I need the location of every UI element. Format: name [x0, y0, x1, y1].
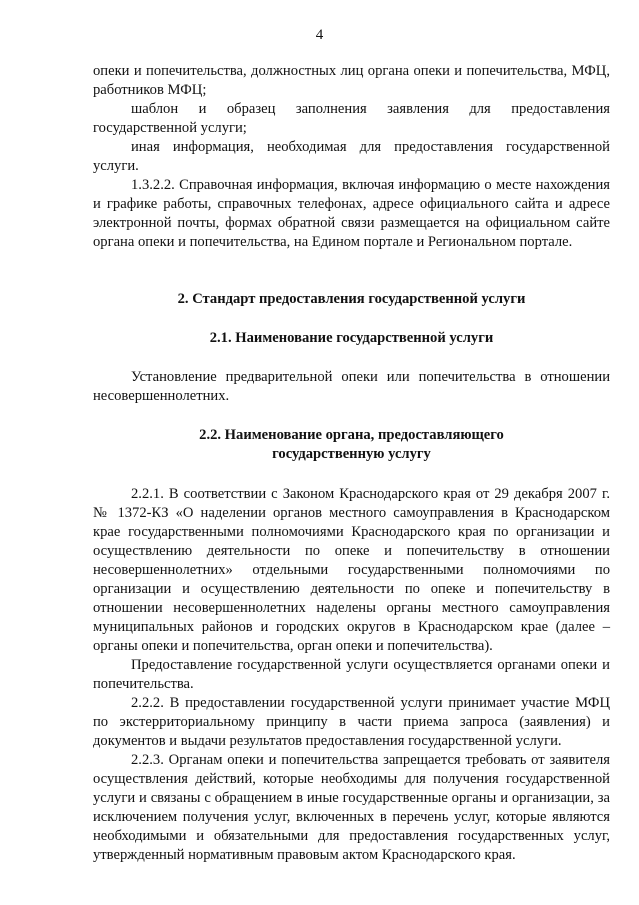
paragraph-2-2-1: 2.2.1. В соответствии с Законом Краснодарского края от 29 декабря 2007 г. № 1372-КЗ «О наделении органов местного самоуправления в Краснодарском крае государственными полномочиями Краснодарского края по организации и осуществлению деятельности по опеке и попечительству в отношении несовершеннолетних» отдельными государственными полномочиями по организации и осуществлению деятельности по опеке и попечительству в отношении несовершеннолетних наделены органы местного самоуправления муниципальных районов и городских округов в Краснодарском крае (далее – органы опеки и попечительства, орган опеки и попечительства).: [93, 486, 610, 654]
continuation-paragraph: опеки и попечительства, должностных лиц органа опеки и попечительства, МФЦ, работников МФЦ;: [93, 63, 610, 98]
provision-paragraph: Предоставление государственной услуги осуществляется органами опеки и попечительства.: [93, 657, 610, 692]
page-number: 4: [315, 27, 324, 43]
document-body: [93, 62, 610, 865]
section-2-heading: 2. Стандарт предоставления государственной услуги: [177, 291, 526, 307]
subsection-2-2-heading-line2: государственную услугу: [272, 446, 431, 462]
subsection-2-1-heading: 2.1. Наименование государственной услуги: [209, 330, 494, 346]
paragraph-2-2-2: 2.2.2. В предоставлении государственной услуги принимает участие МФЦ по экстерриториальному принципу в части приема запроса (заявления) и документов и выдачи результатов предоставления государственной услуги.: [93, 695, 610, 749]
subsection-2-2-heading: [93, 426, 610, 464]
other-info-paragraph: иная информация, необходимая для предоставления государственной услуги.: [93, 139, 610, 174]
paragraph-2-2-3: 2.2.3. Органам опеки и попечительства запрещается требовать от заявителя осуществления действий, которые необходимы для получения государственной услуги и связаны с обращением в иные государственные органы и организации, за исключением получения услуг, включенных в перечень услуг, которые являются необходимыми и обязательными для предоставления государственных услуг, утвержденный нормативным правовым актом Краснодарского края.: [93, 752, 610, 863]
subsection-2-2-heading-line1: 2.2. Наименование органа, предоставляющего: [199, 427, 504, 443]
reference-info-paragraph: 1.3.2.2. Справочная информация, включая информацию о месте нахождения и графике работы, справочных телефонах, адресе официального сайта и адресе электронной почты, формах обратной связи размещается на официальном сайте органа опеки и попечительства, на Едином портале и Региональном портале.: [93, 177, 610, 250]
template-paragraph: шаблон и образец заполнения заявления для предоставления государственной услуги;: [93, 101, 610, 136]
service-name-paragraph: Установление предварительной опеки или попечительства в отношении несовершеннолетних.: [93, 369, 610, 404]
